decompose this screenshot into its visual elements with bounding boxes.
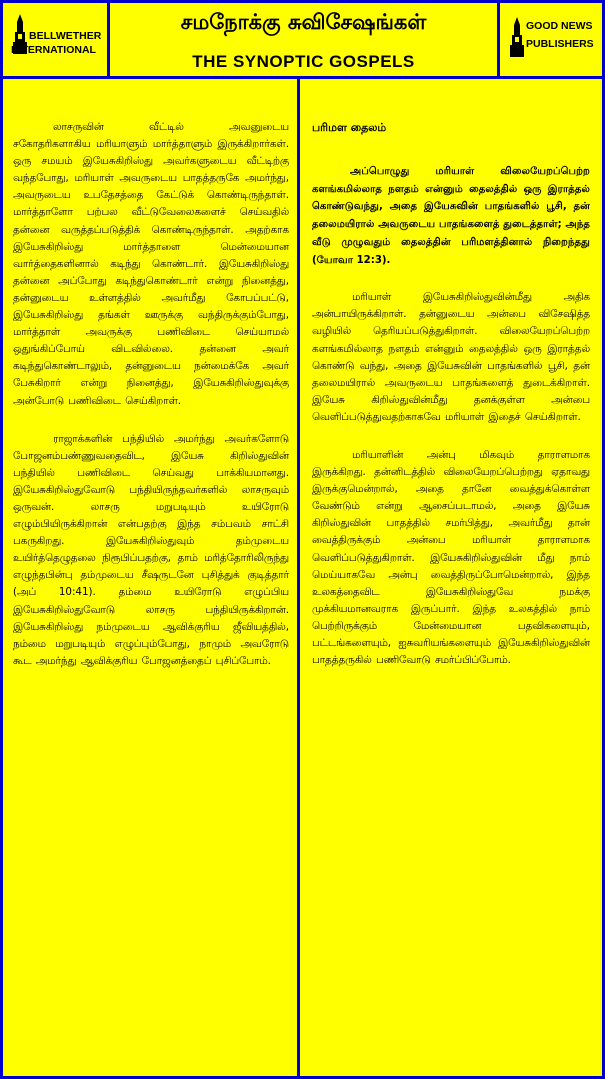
- left-paragraph-1: லாசருவின் வீட்டில் அவனுடைய சகோதரிகளாகிய மரியாளும் மார்த்தாளும் இருக்கிறார்கள். ஒரு சமயம் இயேசுகிறிஸ்து அவர்களுடைய வீட்டிற்கு வந்தபோது, மரியாள் அவருடைய பாதத்தருகே அமர்ந்து, அவருடைய உபதேசத்தை கேட்டுக் கொண்டிருந்தாள். மார்த்தாளோ பற்பல வீட்டுவேலைகளைச் செய்வதில் தன்னை வருத்தப்படுத்திக் கொண்டிருந்தாள். அதற்காக இயேசுகிறிஸ்து மார்த்தாளை மென்மையான வார்த்தைகளினால் கடிந்து கொண்டார். இயேசுகிறிஸ்து தன்னை அப்போது கடிந்துகொண்டார் என்று நினைத்து, தன்னுடைய உள்ளத்தில் அவர்மீது கோபப்பட்டு, இயேசுகிறிஸ்து தங்கள் ஊருக்கு வந்திருக்கும்போது, மார்த்தாள் அவருக்கு பணிவிடை செய்யாமல் ஒதுங்கிப்போய் விடவில்லை. தன்னை அவர் கடிந்துகொண்டாலும், தன்னுடைய நன்மைக்கே அவர் பேசுகிறார் என்று நினைத்து, இயேசுகிறிஸ்துவுக்கு அன்போடு பணிவிடை செய்கிறாள்.: [13, 121, 289, 407]
- logo-left-line1: BELLWETHER: [29, 30, 102, 42]
- logo-right-line1: GOOD NEWS: [526, 20, 593, 32]
- logo-right-line2: PUBLISHERS: [526, 38, 594, 50]
- bellwether-logo: [3, 3, 107, 76]
- scripture-quote: அப்பொழுது மரியாள் விலையேறப்பெற்ற களங்கமில்லாத நளதம் என்னும் தைலத்தில் ஒரு இராத்தல் கொண்டுவந்து, அதை இயேசுவின் பாதங்களில் பூசி, தன் தலைமயிரால் அவருடைய பாதங்களைத் துடைத்தாள்; அந்த வீடு முழுவதும் தைலத்தின் பரிமளத்தினால் நிறைந்தது (யோவா 12:3).: [312, 166, 590, 266]
- english-title: THE SYNOPTIC GOSPELS: [192, 52, 415, 71]
- title-banner: [110, 3, 497, 76]
- tamil-title: சமநோக்கு சுவிசேஷங்கள்: [180, 10, 427, 34]
- section-heading: பரிமள தைலம்: [312, 121, 387, 134]
- right-column: [300, 79, 602, 1076]
- logo-left-line2: INTERNATIONAL: [11, 44, 96, 56]
- right-paragraph-1: மரியாள் இயேசுகிறிஸ்துவின்மீது அதிக அன்பாயிருக்கிறாள். தன்னுடைய அன்பை விசேஷித்த வழியில் தெரியப்படுத்துகிறாள். விலையேறப்பெற்ற களங்கமில்லாத நளதம் என்னும் தைலத்தில் ஒரு இராத்தல் கொண்டு வந்து, அதை இயேசுவின் பாதங்களில் பூசி, தன் தலைமயிரால் அவருடைய பாதங்களைத் துடைக்கிறாள். இயேசு கிறிஸ்துவின்மீது தனக்குள்ள அன்பை வெளிப்படுத்துவதற்காகவே மரியாள் இதைச் செய்கிறாள்.: [312, 291, 590, 423]
- good-news-logo: [500, 3, 602, 76]
- left-column: [3, 79, 297, 1076]
- left-paragraph-2: ராஜாக்களின் பந்தியில் அமர்ந்து அவர்களோடு போஜனம்பண்ணுவதைவிட, இயேசு கிறிஸ்துவின் பந்தியில் பணிவிடை செய்வது பாக்கியமானது. இயேசுகிறிஸ்துவோடு பந்தியிருந்தவர்களில் லாசருவும் ஒருவன். லாசரு மறுபடியும் உயிரோடு எழும்பியிருக்கிறான் என்பதற்கு இந்த சம்பவம் சாட்சி பகருகிறது. இயேசுகிறிஸ்துவும் தம்முடைய உயிர்த்தெழுதலை நிரூபிப்பதற்கு, தாம் மரித்தோரிலிருந்து எழுந்தபின்பு தம்முடைய சீஷருடனே புசித்துக் குடித்தார் (அப் 10:41). தம்மை உயிரோடு எழுப்பிய இயேசுகிறிஸ்துவோடு லாசரு பந்தியிருக்கிறான். இயேசுகிறிஸ்து நம்முடைய ஆவிக்குரிய ஜீவியத்தில், நம்மை மறுபடியும் எழுப்பும்போது, நாமும் அவரோடு கூட அமர்ந்து ஆவிக்குரிய போஜனத்தைப் புசிப்போம்.: [13, 432, 289, 667]
- bell-tower-icon: [508, 17, 526, 57]
- right-paragraph-2: மரியாளின் அன்பு மிகவும் தாராளமாக இருக்கிறது. தன்னிடத்தில் விலையேறப்பெற்றது ஏதாவது இருக்குமென்றால், அதை தானே வைத்துக்கொள்ள வேண்டும் என்று ஆசைப்படாமல், அதை இயேசு கிறிஸ்துவின் பாதத்தில் சமர்பித்து, அவர்மீது தான் வைத்திருக்கும் அன்பை மரியாள் தாராளமாக வெளிப்படுத்துகிறாள். இயேசுகிறிஸ்துவின் மீது நாம் மெய்யாகவே அன்பு வைத்திருப்போமென்றால், இந்த உலகத்தைவிட இயேசுகிறிஸ்துவே நமக்கு முக்கியமானவராக இருப்பார். இந்த உலகத்தில் நாம் பெற்றிருக்கும் மேன்மையான பதவிகளையும், பட்டங்களையும், ஐசுவரியங்களையும் இயேசுகிறிஸ்துவின் பாதத்தருகில் பணிவோடு சமர்ப்பிப்போம்.: [312, 448, 590, 667]
